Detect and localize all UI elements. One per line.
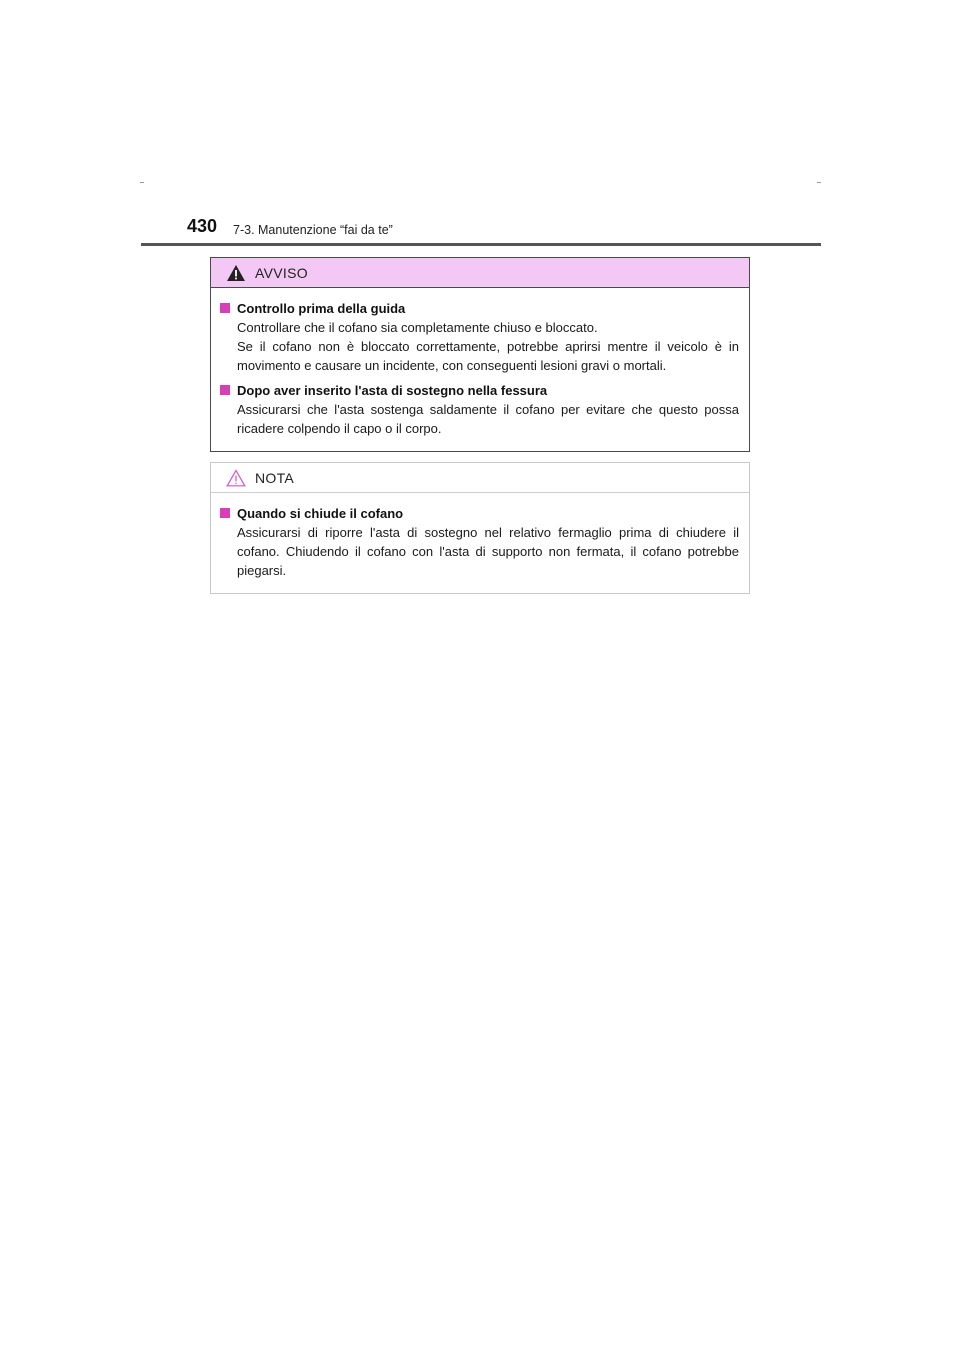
warning-item — [220, 299, 739, 375]
note-title: NOTA — [255, 470, 295, 486]
warning-box — [210, 257, 750, 452]
note-item-heading-text: Quando si chiude il cofano — [237, 506, 404, 521]
square-bullet-icon — [220, 508, 230, 518]
crop-mark-left — [140, 182, 144, 183]
warning-item-heading-text: Dopo aver inserito l'asta di sostegno nella fessura — [237, 383, 548, 398]
caution-triangle-outline-icon — [226, 469, 246, 487]
note-header — [211, 463, 749, 493]
note-item-line: Assicurarsi di riporre l'asta di sostegno nel relativo fermaglio prima di chiudere il cofano. Chiudendo il cofano con l'asta di supporto non fermata, il cofano potrebbe piegarsi. — [237, 525, 739, 578]
page-header — [141, 214, 821, 246]
warning-item-line: Assicurarsi che l'asta sostenga saldamente il cofano per evitare che questo possa ricadere colpendo il capo o il corpo. — [237, 402, 739, 436]
crop-mark-right — [817, 182, 821, 183]
warning-item-heading — [220, 381, 739, 400]
warning-item — [220, 381, 739, 438]
warning-item-heading-text: Controllo prima della guida — [237, 301, 406, 316]
square-bullet-icon — [220, 303, 230, 313]
section-title: 7-3. Manutenzione “fai da te” — [233, 223, 393, 237]
note-body — [211, 493, 749, 580]
warning-item-text — [237, 400, 739, 438]
warning-header — [211, 258, 749, 288]
warning-title: AVVISO — [255, 265, 308, 281]
warning-item-line: Controllare che il cofano sia completamente chiuso e bloccato. — [237, 320, 598, 335]
warning-body — [211, 288, 749, 438]
note-box — [210, 462, 750, 594]
warning-item-text — [237, 318, 739, 375]
note-item — [220, 504, 739, 580]
note-item-text — [237, 523, 739, 580]
warning-item-heading — [220, 299, 739, 318]
warning-triangle-icon — [226, 264, 246, 282]
warning-item-line: Se il cofano non è bloccato correttamente, potrebbe aprirsi mentre il veicolo è in movimento e causare un incidente, con conseguenti lesioni gravi o mortali. — [237, 339, 739, 373]
note-item-heading — [220, 504, 739, 523]
header-divider — [141, 243, 821, 246]
page-number: 430 — [187, 216, 218, 236]
square-bullet-icon — [220, 385, 230, 395]
